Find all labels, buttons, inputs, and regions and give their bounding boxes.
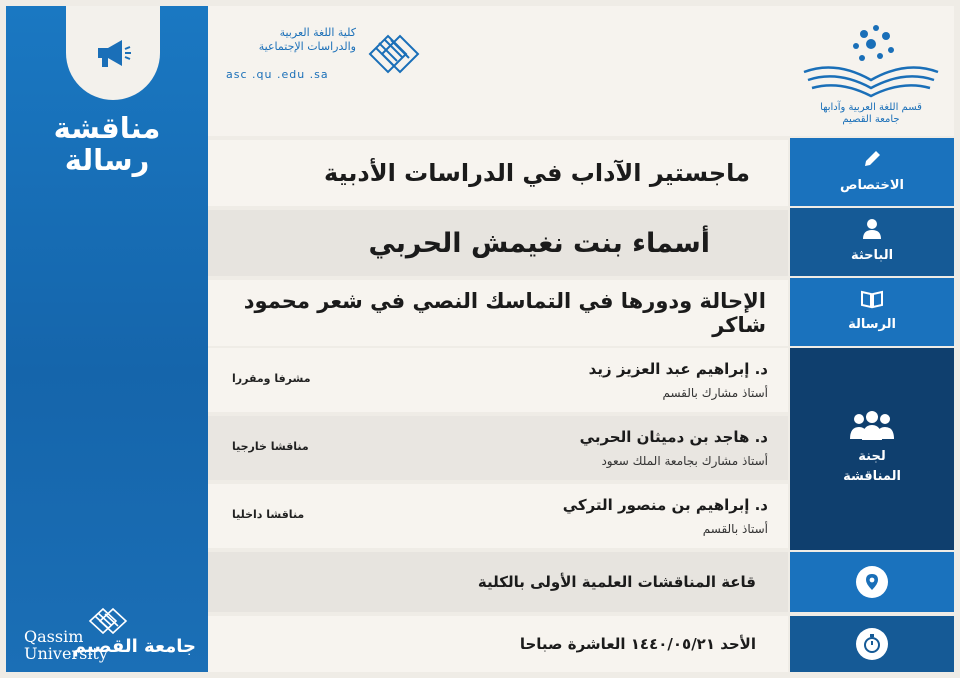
degree-text: ماجستير الآداب في الدراسات الأدبية — [324, 159, 750, 187]
announcement-title-line2: رسالة — [64, 143, 150, 177]
university-name-ar: جامعة القصيم — [72, 636, 196, 657]
college-emblem-icon — [364, 30, 424, 78]
datetime-text: الأحد ١٤٤٠/٠٥/٢١ العاشرة صباحا — [519, 635, 756, 653]
degree-row — [208, 140, 788, 206]
committee-member — [208, 416, 788, 480]
committee-list — [208, 348, 788, 548]
sidebar-researcher — [790, 208, 954, 276]
college-logo — [226, 26, 426, 86]
book-icon — [860, 289, 884, 309]
sidebar-researcher-label: الباحثة — [850, 248, 894, 263]
member-name: د. إبراهيم بن منصور التركي — [562, 496, 768, 514]
researcher-row — [208, 210, 788, 276]
sidebar-specialty-label: الاختصاص — [840, 178, 904, 193]
member-name: د. إبراهيم عبد العزيز زيد — [588, 360, 768, 378]
sidebar-committee — [790, 348, 954, 550]
member-role: مناقشا خارجيا — [232, 440, 309, 453]
venue-row — [208, 552, 788, 612]
open-book-logo-icon — [796, 16, 946, 102]
member-title: أستاذ مشارك بجامعة الملك سعود — [601, 454, 768, 468]
time-badge — [856, 628, 888, 660]
datetime-row — [208, 616, 788, 672]
thesis-title: الإحالة ودورها في التماسك النصي في شعر محمود شاكر — [243, 289, 766, 337]
sidebar-venue — [790, 552, 954, 612]
member-name: د. هاجد بن دميثان الحربي — [579, 428, 768, 446]
stopwatch-icon — [863, 634, 881, 654]
member-role: مناقشا داخليا — [232, 508, 305, 521]
sidebar-thesis-label: الرسالة — [848, 317, 896, 332]
college-name: كلية اللغة العربية والدراسات الإجتماعية — [258, 26, 356, 53]
group-icon — [847, 411, 897, 441]
thesis-row — [208, 280, 788, 346]
location-badge — [856, 566, 888, 598]
qassim-university-logo — [16, 606, 202, 672]
sidebar-thesis — [790, 278, 954, 346]
megaphone-icon — [94, 36, 132, 70]
member-title: أستاذ مشارك بالقسم — [662, 386, 768, 400]
sidebar-datetime — [790, 616, 954, 672]
pencil-icon — [861, 148, 883, 170]
university-name-en: Qassim University — [24, 627, 108, 663]
department-name: قسم اللغة العربية وآدابها جامعة القصيم — [820, 102, 922, 125]
left-banner — [6, 6, 208, 672]
location-pin-icon — [864, 573, 880, 591]
venue-text: قاعة المناقشات العلمية الأولى بالكلية — [477, 573, 756, 591]
person-icon — [861, 218, 883, 240]
sidebar-specialty — [790, 138, 954, 206]
header — [208, 6, 954, 136]
member-title: أستاذ بالقسم — [702, 522, 768, 536]
department-logo — [796, 16, 946, 131]
announcement-title-line1: مناقشة — [53, 111, 161, 145]
researcher-name: أسماء بنت نغيمش الحربي — [368, 227, 710, 259]
college-url: asc .qu .edu .sa — [226, 68, 329, 81]
sidebar-committee-label: لجنة المناقشة — [843, 449, 901, 484]
committee-member — [208, 348, 788, 412]
announcement-title — [6, 112, 208, 176]
committee-member — [208, 484, 788, 548]
megaphone-badge — [66, 6, 160, 100]
member-role: مشرفا ومقررا — [232, 372, 311, 385]
